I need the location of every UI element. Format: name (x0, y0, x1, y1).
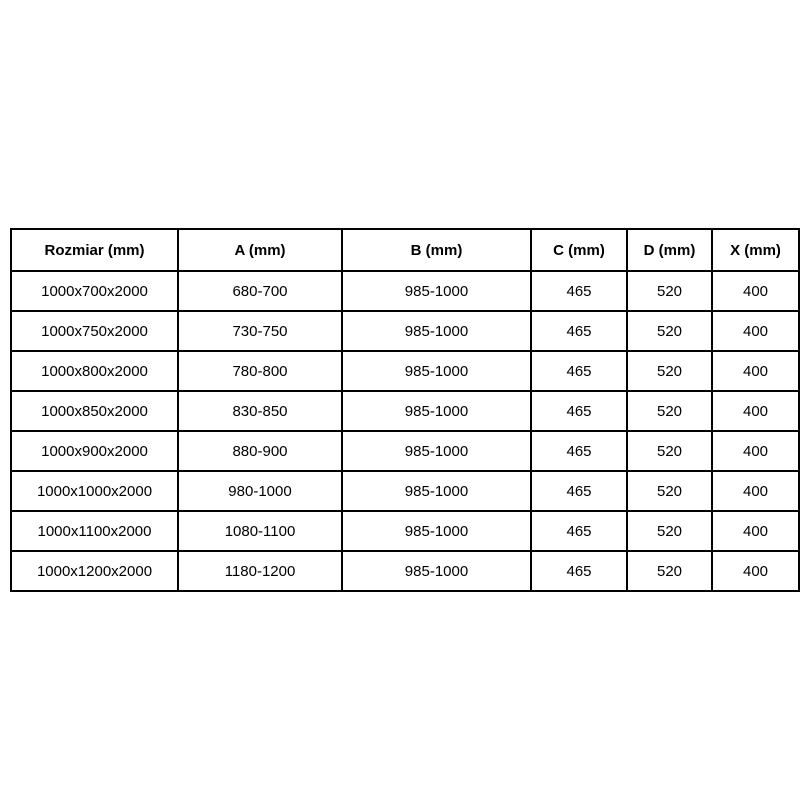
table-cell: 465 (531, 471, 627, 511)
table-cell: 465 (531, 391, 627, 431)
table-cell: 985-1000 (342, 431, 531, 471)
table-cell: 1080-1100 (178, 511, 342, 551)
table-header-cell: Rozmiar (mm) (11, 229, 178, 271)
table-cell: 730-750 (178, 311, 342, 351)
table-cell: 465 (531, 311, 627, 351)
table-cell: 400 (712, 511, 799, 551)
table-cell: 520 (627, 551, 712, 591)
table-cell: 1000x800x2000 (11, 351, 178, 391)
table-cell: 465 (531, 271, 627, 311)
table-cell: 400 (712, 471, 799, 511)
table-row (11, 511, 799, 551)
table-cell: 680-700 (178, 271, 342, 311)
table-cell: 520 (627, 311, 712, 351)
table-cell: 985-1000 (342, 551, 531, 591)
table-row (11, 471, 799, 511)
table-cell: 985-1000 (342, 311, 531, 351)
table-cell: 780-800 (178, 351, 342, 391)
table-cell: 465 (531, 511, 627, 551)
table-cell: 400 (712, 431, 799, 471)
table-cell: 520 (627, 511, 712, 551)
table-cell: 985-1000 (342, 391, 531, 431)
table-row (11, 271, 799, 311)
table-cell: 880-900 (178, 431, 342, 471)
table-cell: 1180-1200 (178, 551, 342, 591)
table-cell: 1000x1200x2000 (11, 551, 178, 591)
table-row (11, 351, 799, 391)
table-body (11, 271, 799, 591)
table-cell: 1000x1100x2000 (11, 511, 178, 551)
table-cell: 400 (712, 551, 799, 591)
table-cell: 400 (712, 391, 799, 431)
table-cell: 985-1000 (342, 271, 531, 311)
dimensions-spec-table (10, 228, 800, 592)
table-cell: 400 (712, 271, 799, 311)
table-header-cell: C (mm) (531, 229, 627, 271)
table-row (11, 311, 799, 351)
table-cell: 1000x1000x2000 (11, 471, 178, 511)
table-cell: 985-1000 (342, 351, 531, 391)
table-cell: 520 (627, 391, 712, 431)
table-cell: 980-1000 (178, 471, 342, 511)
table-cell: 1000x850x2000 (11, 391, 178, 431)
table-cell: 465 (531, 351, 627, 391)
table-row (11, 391, 799, 431)
table-cell: 1000x750x2000 (11, 311, 178, 351)
table-cell: 520 (627, 431, 712, 471)
table-cell: 985-1000 (342, 471, 531, 511)
table-header-row (11, 229, 799, 271)
table-cell: 1000x900x2000 (11, 431, 178, 471)
table-cell: 830-850 (178, 391, 342, 431)
table-cell: 1000x700x2000 (11, 271, 178, 311)
table-cell: 520 (627, 351, 712, 391)
table-header-cell: D (mm) (627, 229, 712, 271)
table-cell: 985-1000 (342, 511, 531, 551)
table-cell: 520 (627, 471, 712, 511)
table-header-cell: A (mm) (178, 229, 342, 271)
table-cell: 465 (531, 431, 627, 471)
table-cell: 520 (627, 271, 712, 311)
table-row (11, 551, 799, 591)
table-cell: 400 (712, 311, 799, 351)
table-row-header (11, 229, 799, 271)
table-cell: 465 (531, 551, 627, 591)
table-cell: 400 (712, 351, 799, 391)
table-header-cell: B (mm) (342, 229, 531, 271)
table-row (11, 431, 799, 471)
table-header-cell: X (mm) (712, 229, 799, 271)
